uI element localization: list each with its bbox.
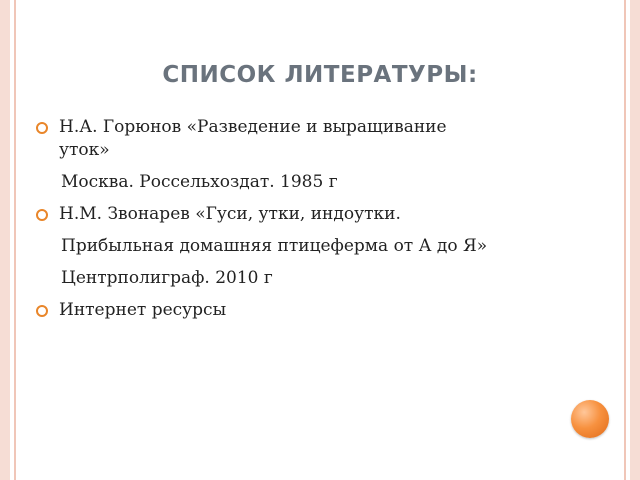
list-item-continuation xyxy=(36,171,576,194)
slide-title: СПИСОК ЛИТЕРАТУРЫ: xyxy=(162,62,478,88)
list-item-text: Прибыльная домашняя птицеферма от А до Я» xyxy=(61,236,488,256)
bullet-icon xyxy=(36,305,48,317)
list-item-text: Интернет ресурсы xyxy=(59,300,227,320)
list-item xyxy=(36,299,576,322)
list-item xyxy=(36,116,576,162)
decorative-orb-icon xyxy=(571,400,609,438)
list-item-continuation xyxy=(36,235,576,258)
bullet-icon xyxy=(36,209,48,221)
list-item-text: Н.А. Горюнов «Разведение и выращивание xyxy=(59,117,447,137)
list-item-text: уток» xyxy=(59,140,110,160)
bibliography-list xyxy=(36,116,576,331)
bullet-icon xyxy=(36,122,48,134)
list-item xyxy=(36,203,576,226)
list-item-text: Центрполиграф. 2010 г xyxy=(61,268,273,288)
list-item-continuation xyxy=(36,267,576,290)
list-item-text: Москва. Россельхоздат. 1985 г xyxy=(61,172,338,192)
list-item-text: Н.М. Звонарев «Гуси, утки, индоутки. xyxy=(59,204,401,224)
